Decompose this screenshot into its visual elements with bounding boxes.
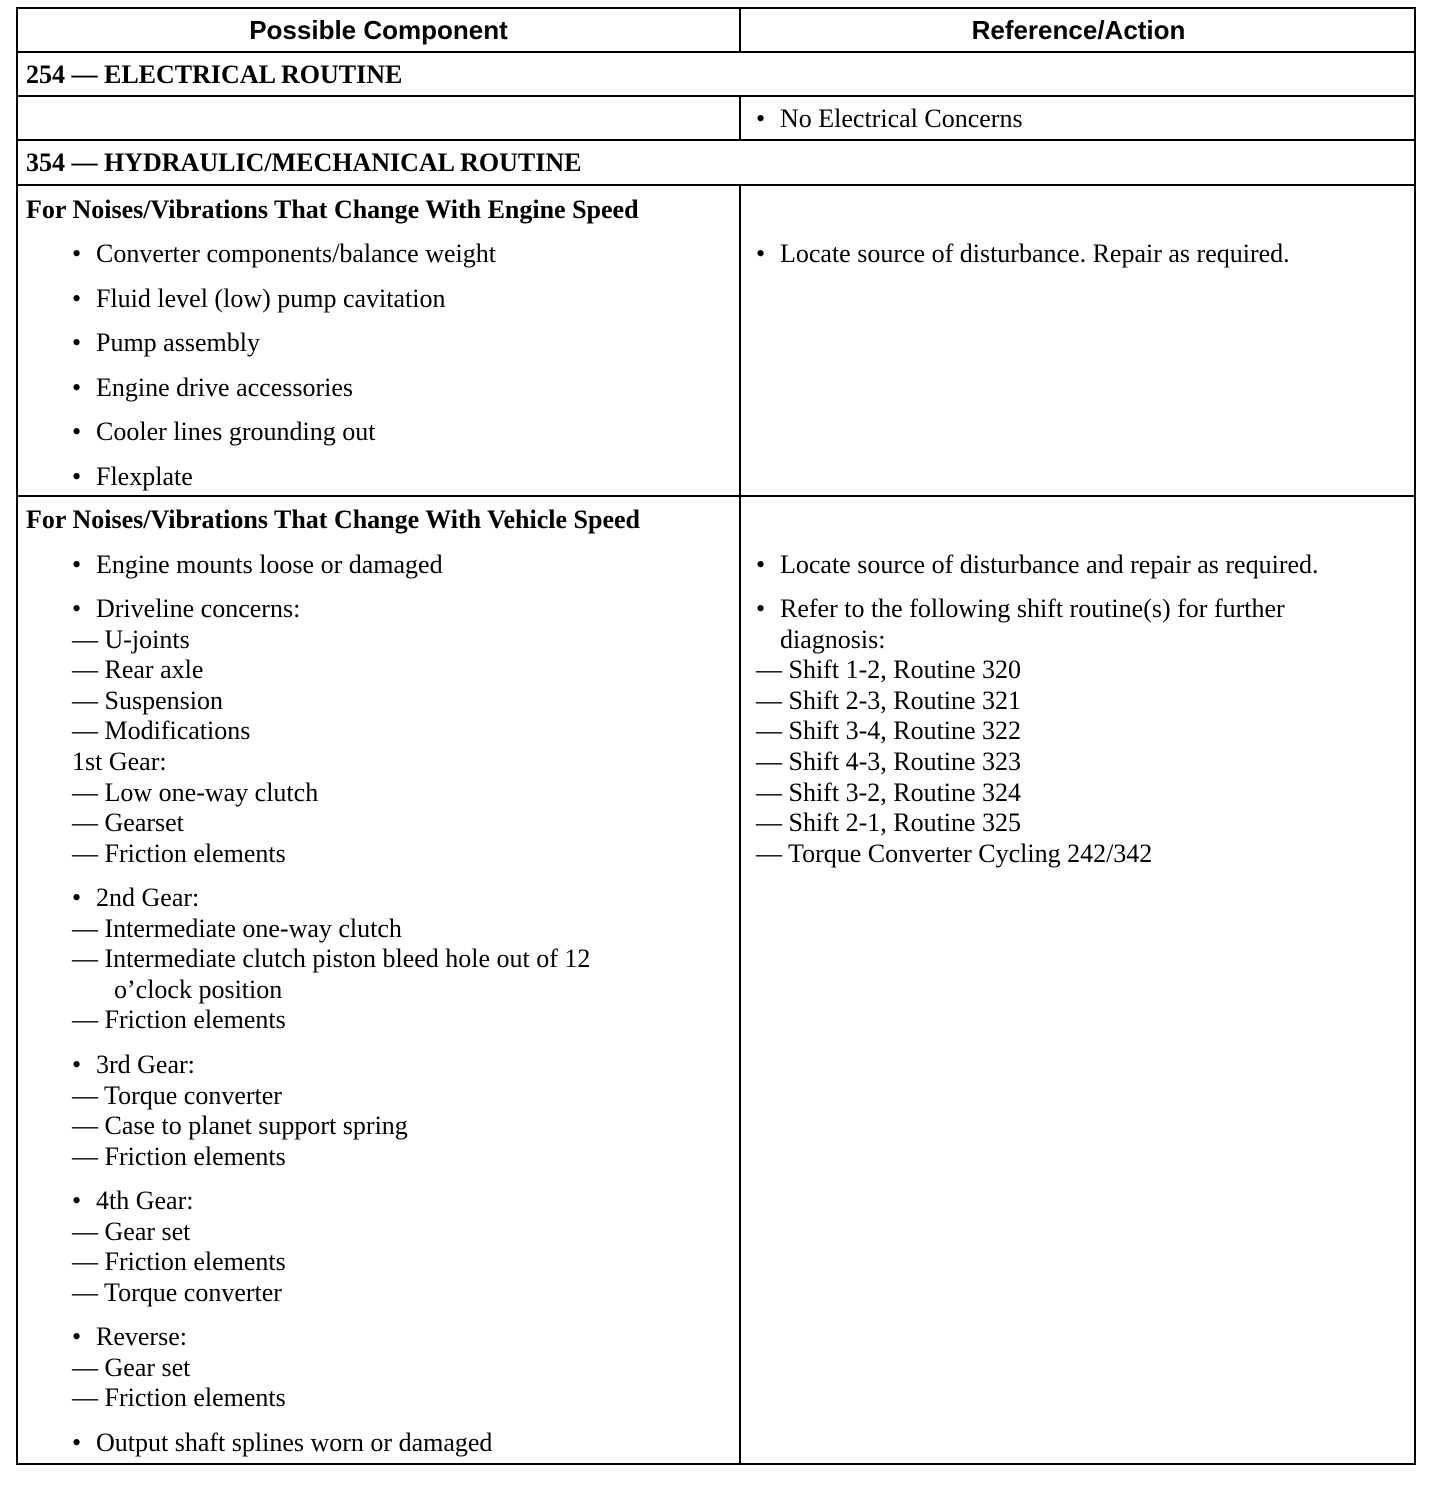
sub-item: — Low one-way clutch bbox=[72, 778, 319, 807]
routine-item: — Shift 3-4, Routine 322 bbox=[756, 716, 1022, 745]
component-group-label: • 3rd Gear: bbox=[96, 1050, 195, 1080]
component-group-label: • Driveline concerns: bbox=[96, 594, 300, 624]
routine-item: — Shift 2-3, Routine 321 bbox=[756, 686, 1022, 715]
action-engine-speed: • Locate source of disturbance. Repair as required. bbox=[780, 239, 1290, 269]
sub-item: — Intermediate one-way clutch bbox=[72, 914, 402, 943]
sub-item: — Torque converter bbox=[72, 1081, 282, 1110]
component-item: • Cooler lines grounding out bbox=[96, 417, 375, 447]
component-item: • Engine mounts loose or damaged bbox=[96, 550, 443, 580]
routine-item: — Shift 1-2, Routine 320 bbox=[756, 655, 1022, 684]
sub-item: — Suspension bbox=[72, 686, 223, 715]
sub-item: — Intermediate clutch piston bleed hole out of 12 bbox=[72, 944, 591, 973]
component-group-label: • 4th Gear: bbox=[96, 1186, 193, 1216]
sub-item: — Gear set bbox=[72, 1217, 191, 1246]
table-row-electrical bbox=[16, 95, 1416, 141]
column-header-action: Reference/Action bbox=[971, 15, 1186, 45]
sub-item: — Friction elements bbox=[72, 1247, 286, 1276]
section-row-electrical bbox=[16, 51, 1416, 97]
routine-item: — Shift 3-2, Routine 324 bbox=[756, 778, 1022, 807]
component-group-label: • 2nd Gear: bbox=[96, 883, 199, 913]
routine-item: — Shift 4-3, Routine 323 bbox=[756, 747, 1022, 776]
sub-item: — Torque converter bbox=[72, 1278, 282, 1307]
table-header-row bbox=[16, 7, 1416, 53]
component-item: • Engine drive accessories bbox=[96, 373, 353, 403]
sub-item: — Friction elements bbox=[72, 1005, 286, 1034]
section-row-hydraulic bbox=[16, 139, 1416, 186]
table-row-engine-speed bbox=[16, 184, 1416, 497]
routine-item: — Torque Converter Cycling 242/342 bbox=[756, 839, 1153, 868]
sub-item: — Friction elements bbox=[72, 839, 286, 868]
action-refer: • Refer to the following shift routine(s) for further bbox=[780, 594, 1285, 624]
section-title-electrical: 254 — ELECTRICAL ROUTINE bbox=[26, 60, 403, 89]
subheading-engine-speed: For Noises/Vibrations That Change With Engine Speed bbox=[26, 195, 639, 224]
sub-item-continuation: o’clock position bbox=[114, 975, 283, 1004]
action-refer-continuation: diagnosis: bbox=[780, 625, 886, 654]
component-item: • Pump assembly bbox=[96, 328, 260, 358]
component-group-label: 1st Gear: bbox=[72, 747, 167, 776]
sub-item: — Rear axle bbox=[72, 655, 204, 684]
sub-item: — Friction elements bbox=[72, 1383, 286, 1412]
sub-item: — U-joints bbox=[72, 625, 190, 654]
subheading-vehicle-speed: For Noises/Vibrations That Change With Vehicle Speed bbox=[26, 505, 640, 534]
component-item: • Output shaft splines worn or damaged bbox=[96, 1428, 492, 1458]
component-item: • Fluid level (low) pump cavitation bbox=[96, 284, 446, 314]
action-locate: • Locate source of disturbance and repair as required. bbox=[780, 550, 1319, 580]
component-group-label: • Reverse: bbox=[96, 1322, 187, 1352]
sub-item: — Friction elements bbox=[72, 1142, 286, 1171]
section-title-hydraulic: 354 — HYDRAULIC/MECHANICAL ROUTINE bbox=[26, 148, 582, 177]
sub-item: — Modifications bbox=[72, 716, 251, 745]
component-item: • Flexplate bbox=[96, 462, 193, 492]
table-row-vehicle-speed bbox=[16, 495, 1416, 1465]
action-electrical: • No Electrical Concerns bbox=[780, 104, 1023, 134]
sub-item: — Case to planet support spring bbox=[72, 1111, 408, 1140]
component-item: • Converter components/balance weight bbox=[96, 239, 496, 269]
column-header-component: Possible Component bbox=[249, 15, 508, 45]
sub-item: — Gear set bbox=[72, 1353, 191, 1382]
routine-item: — Shift 2-1, Routine 325 bbox=[756, 808, 1022, 837]
sub-item: — Gearset bbox=[72, 808, 184, 837]
